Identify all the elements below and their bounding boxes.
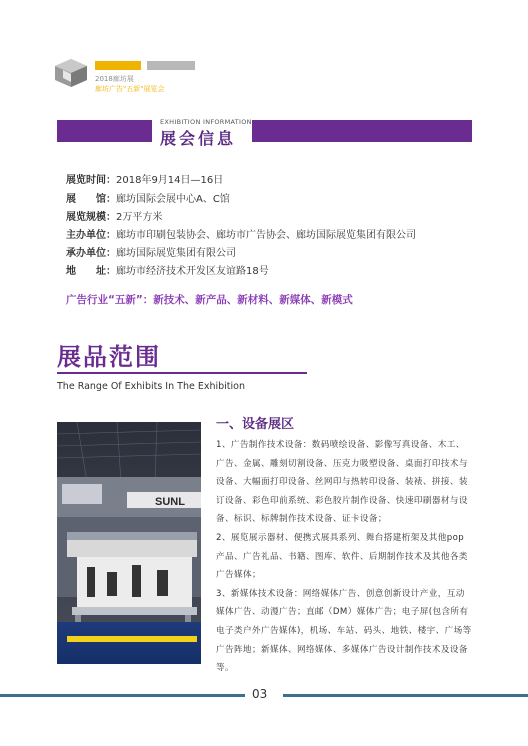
info-value: 廊坊国际会展中心A、C馆: [116, 194, 230, 205]
info-value: 2万平方米: [116, 212, 163, 223]
range-title-rule: [57, 372, 307, 374]
info-label: 主办单位：: [66, 230, 116, 241]
equipment-paragraph: 1、广告制作技术设备：数码喷绘设备、影像写真设备、木工、广告、金属、雕刻切割设备、压克力吸塑设备、桌面打印技术与设备、大幅面打印设备、丝网印与热转印设备、装裱、拼接、装订设备、彩色印前系统、彩色胶片制作设备、快速印刷器材与设备、标识、标牌制作技术设备、证卡设备；: [216, 440, 468, 525]
info-band-right: [252, 120, 472, 142]
info-label: 展 馆：: [66, 194, 116, 205]
equipment-section-title: 一、设备展区: [216, 417, 295, 432]
equipment-paragraph: 2、展览展示器材、便携式展具系列、舞台搭建桁架及其他pop产品、广告礼品、书籍、图库、软件、后期制作技术及其他各类广告媒体；: [216, 532, 468, 581]
info-label: 地 址：: [66, 266, 116, 277]
header-year-text: 2018廊坊展: [95, 75, 134, 83]
range-title: 展品范围: [57, 343, 161, 371]
exhibition-printer-photo: [57, 422, 201, 664]
header-gray-bar: [147, 61, 195, 70]
page-number: 03: [252, 687, 268, 701]
equipment-paragraph: 3、新媒体技术设备：网络媒体广告、创意创新设计产业，互动媒体广告、动漫广告；直邮（DM）媒体广告；电子屏(包含所有电子类户外广告媒体)，机场、车站、码头、地铁、楼宇、广场等广告阵地；新媒体、网络媒体、多媒体广告设计制作技术及设备等。: [216, 588, 472, 674]
footer-line-right: [283, 694, 528, 697]
info-title: 展会信息: [160, 129, 237, 148]
info-value: 廊坊国际展览集团有限公司: [116, 248, 236, 259]
info-row-venue: [66, 193, 230, 206]
cube-logo-icon: [54, 58, 88, 88]
info-row-undertaker: [66, 247, 236, 260]
header-expo-text: 廊坊广告"五新"展览会: [95, 85, 165, 93]
info-value: 廊坊市经济技术开发区友谊路18号: [116, 266, 269, 277]
info-row-organizer: [66, 229, 416, 242]
footer-line-left: [0, 694, 245, 697]
photo-sign-text: SUNL: [155, 496, 185, 508]
info-value: 2018年9月14日—16日: [116, 175, 224, 186]
header-yellow-bar: [95, 61, 141, 70]
info-value: 廊坊市印刷包装协会、廊坊市广告协会、廊坊国际展览集团有限公司: [116, 230, 416, 241]
info-band-left: [57, 120, 152, 142]
equipment-description: [216, 436, 472, 678]
info-label: 承办单位：: [66, 248, 116, 259]
slogan-text: 广告行业“五新”：新技术、新产品、新材料、新媒体、新模式: [66, 294, 353, 306]
range-english-title: The Range Of Exhibits In The Exhibition: [57, 381, 245, 392]
info-row-address: [66, 265, 269, 278]
info-label: 展览规模：: [66, 212, 116, 223]
info-row-time: [66, 174, 223, 187]
info-english-title: EXHIBITION INFORMATION: [160, 118, 252, 126]
info-label: 展览时间：: [66, 175, 116, 186]
info-row-scale: [66, 211, 162, 224]
